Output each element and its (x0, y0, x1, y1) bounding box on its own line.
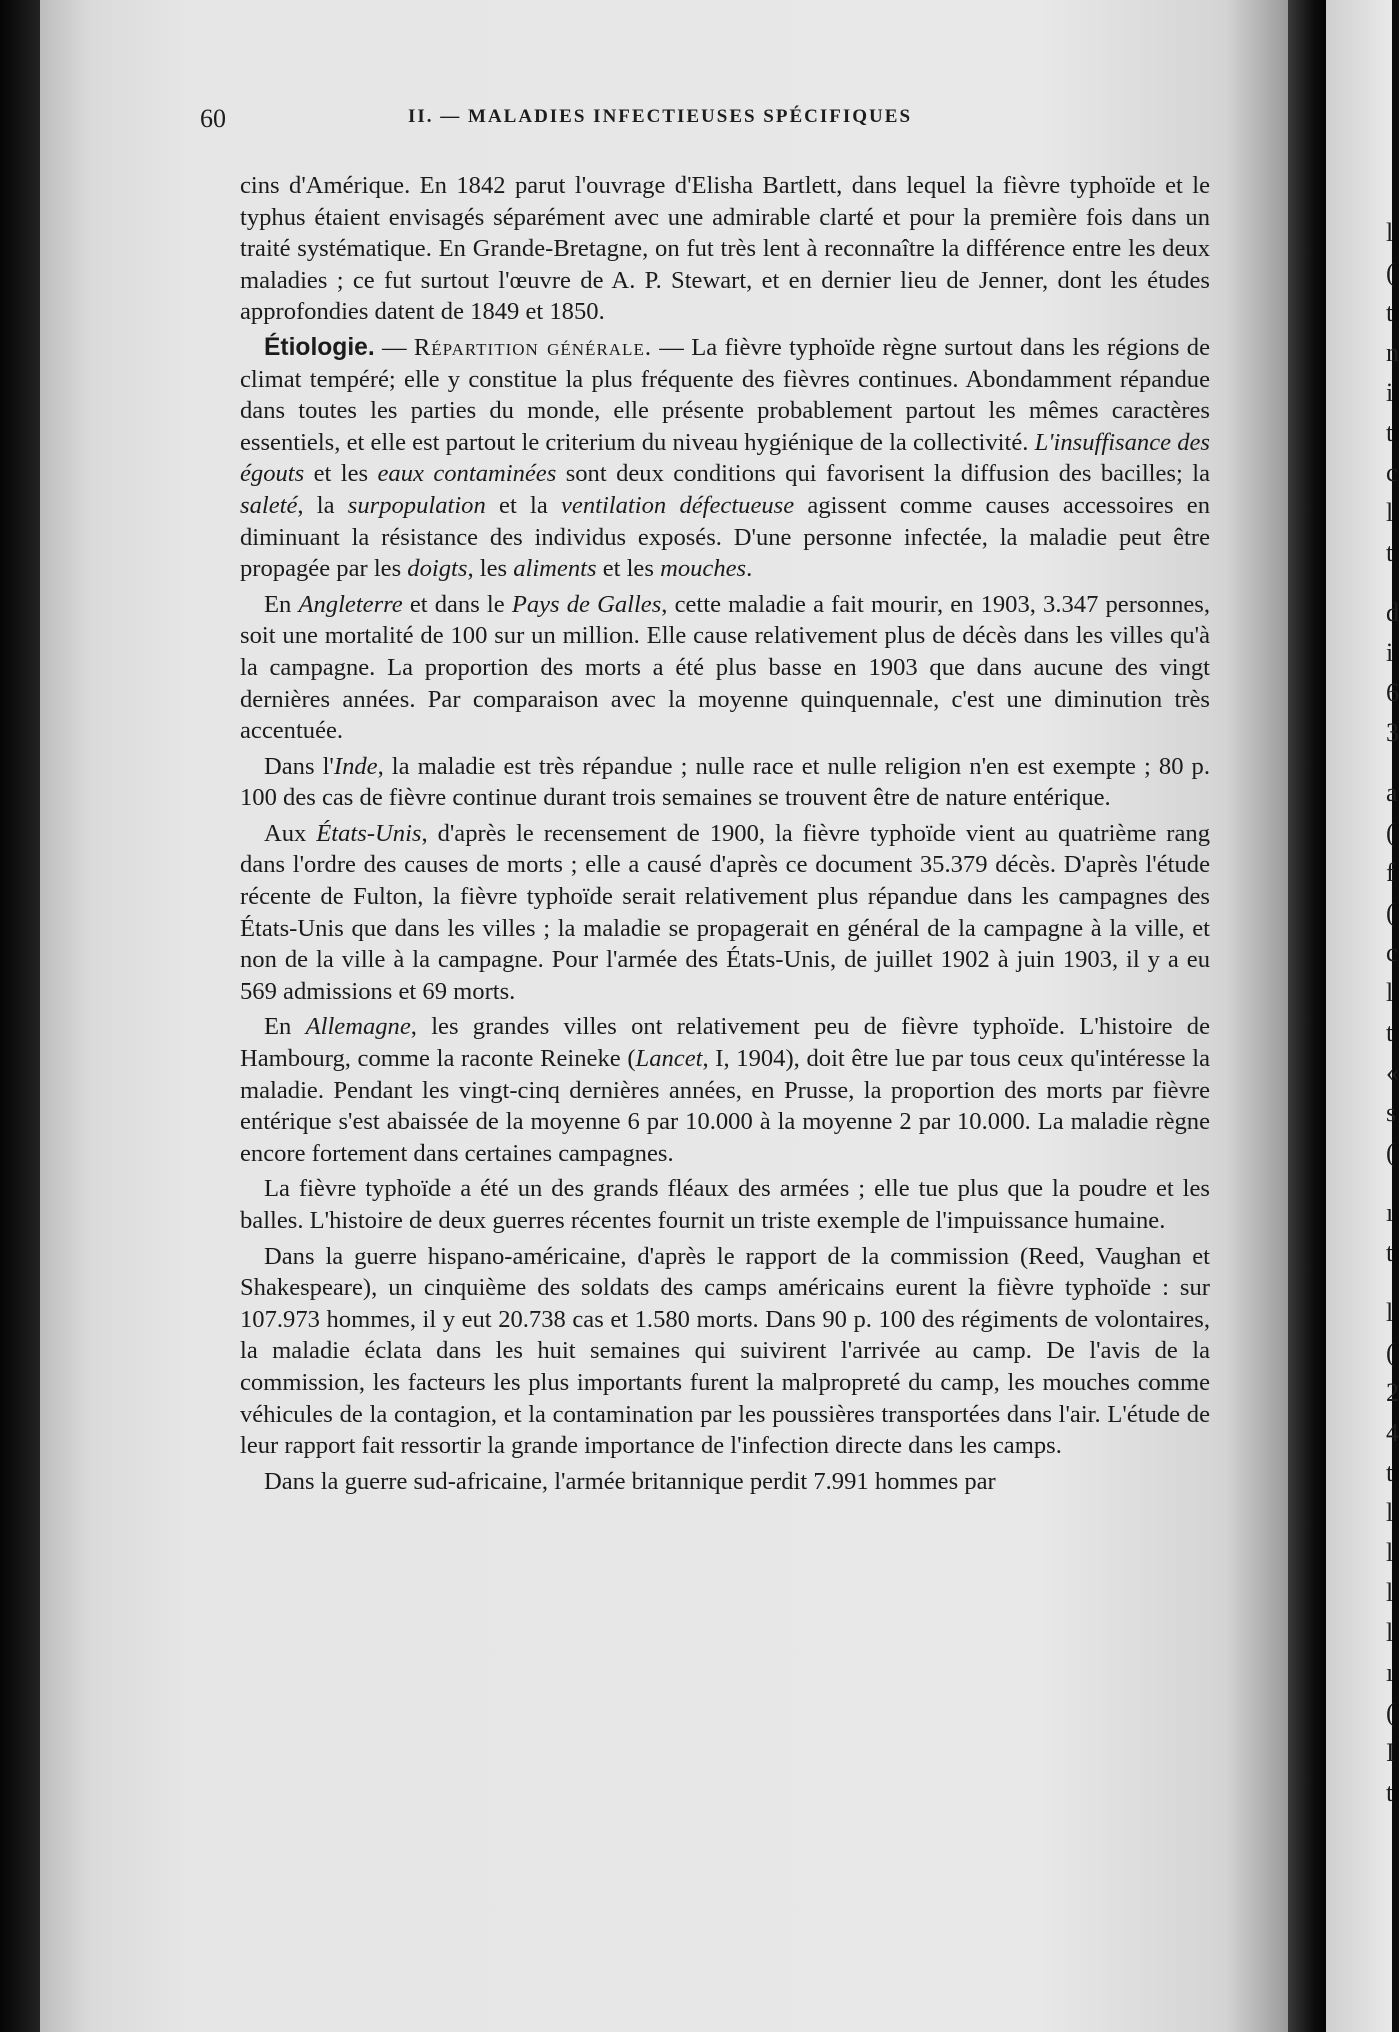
text-run: . (746, 555, 753, 583)
facing-page-fragment: 6 (1386, 678, 1399, 707)
text-run: , d'après le recensement de 1900, la fièvre typhoïde vient au quatrième rang dans l'ordre des causes de morts ; elle a causé d'après ce document 35.379 décès. D'après l'étude récente de Fulton, la fièvre typhoïde serait relativement plus répandue dans les campagnes des États-Unis que dans les villes ; la maladie se propagerait en général de la campagne à la ville, et non de la ville à la campagne. Pour l'armée des États-Unis, de juillet 1902 à juin 1903, il y a eu 569 admissions et 69 morts. (240, 819, 1210, 1005)
text-run: agissent comme causes accessoires en diminuant la résistance des individus exposés. D'une personne infectée, la maladie peut être propagée par les (240, 491, 1210, 583)
facing-page-fragment: t (1386, 418, 1394, 447)
facing-page-edge (1326, 0, 1399, 2032)
italic-term: ventilation défectueuse (561, 491, 795, 519)
italic-term: doigts (407, 555, 468, 583)
facing-page-fragment: d (1386, 598, 1399, 627)
facing-page-fragment: ( (1386, 1698, 1395, 1727)
facing-page-fragment: i (1386, 378, 1394, 407)
facing-page-fragment: I (1386, 1738, 1395, 1767)
facing-page-fragment: l (1386, 1618, 1394, 1647)
facing-page-fragment: ı (1386, 1658, 1394, 1687)
paragraph-inde (240, 751, 1210, 814)
text-run: et la (485, 491, 562, 519)
facing-page-fragment: ( (1386, 818, 1395, 847)
text-run: Dans l' (264, 752, 334, 780)
facing-page-fragment: t (1386, 538, 1394, 567)
facing-page-fragment: ( (1386, 258, 1395, 287)
facing-page-fragment: l (1386, 978, 1394, 1007)
running-head: II. — MALADIES INFECTIEUSES SPÉCIFIQUES (407, 106, 913, 127)
facing-page-fragment: 4 (1386, 1418, 1399, 1447)
text-run: La fièvre typhoïde règne surtout dans les régions de climat tempéré; elle y constitue la plus fréquente des fièvres continues. Abondamment répandue dans toutes les parties du monde, elle présente probablement partout les mêmes caractères essentiels, et elle est partout le criterium du niveau hygiénique de la collectivité. (240, 333, 1210, 456)
italic-term: L'insuffisance des égouts (240, 428, 1210, 488)
facing-page-fragment: l (1386, 498, 1394, 527)
facing-page-fragment: 2 (1386, 1378, 1399, 1407)
italic-term: surpopulation (347, 491, 486, 519)
facing-page-fragment: ( (1386, 898, 1395, 927)
text-run: , les grandes villes ont relativement peu de fièvre typhoïde. L'histoire de Hambourg, comme la raconte Reineke ( (240, 1013, 1211, 1073)
facing-page-fragment: t (1386, 1018, 1394, 1047)
italic-term: saleté (240, 491, 298, 519)
book-gutter (1288, 0, 1326, 2032)
facing-page-fragment: c (1386, 458, 1398, 487)
paragraph: La fièvre typhoïde a été un des grands fléaux des armées ; elle tue plus que la poudre et les balles. L'histoire de deux guerres récentes fournit un triste exemple de l'impuissance humaine. (240, 1175, 1210, 1234)
facing-page-fragment: l (1386, 1498, 1394, 1527)
facing-page-fragment: l (1386, 1578, 1394, 1607)
italic-term: Lancet (635, 1045, 703, 1073)
facing-page-fragment: ( (1386, 1138, 1395, 1167)
paragraph: cins d'Amérique. En 1842 parut l'ouvrage d'Elisha Bartlett, dans lequel la fièvre typhoïde et le typhus étaient envisagés séparément avec une admirable clarté et pour la première fois dans un traité systématique. En Grande-Bretagne, on fut très lent à reconnaître la différence entre les deux maladies ; ce fut surtout l'œuvre de A. P. Stewart, et en dernier lieu de Jenner, dont les études approfondies datent de 1849 et 1850. (240, 172, 1210, 326)
facing-page-fragment: l (1386, 218, 1394, 247)
text-run: , cette maladie a fait mourir, en 1903, 3.347 personnes, soit une mortalité de 100 sur un million. Elle cause relativement plus de décès dans les villes qu'à la campagne. La proportion des morts a été plus basse en 1903 que dans aucune des vingt dernières années. Par comparaison avec la moyenne quinquennale, c'est une diminution très accentuée. (240, 590, 1210, 745)
text-run: et les (596, 555, 661, 583)
italic-term: mouches (660, 555, 747, 583)
paragraph-etiologie: Étiologie. — Répartition générale. — La fièvre typhoïde règne surtout dans les régions de climat tempéré; elle y constitue la plus fréquente des fièvres continues. Abondamment répandue dans toutes les parties du monde, elle présente probablement partout les mêmes caractères essentiels, et elle est partout le criterium du niveau hygiénique de la collectivité. L'insuffisance des égouts et les eaux contaminées sont deux conditions qui favorisent la diffusion des bacilles; la saleté, la surpopulation et la ventilation défectueuse agissent comme causes accessoires en diminuant la résistance des individus exposés. D'une personne infectée, la maladie peut être propagée par les doigts, les aliments et les mouches. (240, 333, 1210, 583)
text-run: , les (467, 555, 514, 583)
paragraph-angleterre (240, 589, 1210, 747)
facing-page-fragment: ı (1386, 1198, 1394, 1227)
page-number: 60 (200, 104, 226, 133)
text-run: En (264, 1013, 306, 1041)
paragraph-etats-unis (240, 818, 1210, 1008)
facing-page-fragment: t (1386, 298, 1394, 327)
facing-page-fragment: 3 (1386, 718, 1399, 747)
facing-page-fragment: i (1386, 638, 1394, 667)
facing-page-fragment: t (1386, 1238, 1394, 1267)
section-title: Étiologie. (264, 333, 375, 361)
paragraph: Dans la guerre sud-africaine, l'armée britannique perdit 7.991 hommes par (264, 1467, 996, 1495)
facing-page-fragment: a (1386, 778, 1398, 807)
facing-page-fragment: t (1386, 1458, 1394, 1487)
facing-page-fragment: l (1386, 1538, 1394, 1567)
text-run: et dans le (402, 590, 512, 618)
subsection-title: Répartition générale. (413, 333, 652, 361)
italic-term: Pays de Galles (511, 590, 662, 618)
text-run: , I, 1904), doit être lue par tous ceux qu'intéresse la maladie. Pendant les vingt-cinq dernières années, en Prusse, la proportion des morts par fièvre entérique s'est abaissée de la moyenne 6 par 10.000 à la moyenne 2 par 10.000. La maladie règne encore fortement dans certaines campagnes. (240, 1045, 1210, 1167)
text-run: , la (297, 491, 348, 519)
facing-page-fragment: s (1386, 1098, 1397, 1127)
facing-page-fragment: l (1386, 1298, 1394, 1327)
facing-page-fragment: ( (1386, 1338, 1395, 1367)
facing-page-fragment: f (1386, 858, 1395, 887)
text-run: Aux (264, 819, 317, 847)
facing-page-fragment: t (1386, 1778, 1394, 1807)
italic-term: eaux contaminées (377, 460, 557, 488)
italic-term: Allemagne (305, 1013, 411, 1041)
facing-page-fragment: c (1386, 938, 1398, 967)
italic-term: États-Unis (316, 819, 422, 847)
paragraph-allemagne (240, 1011, 1210, 1169)
italic-term: Angleterre (298, 590, 403, 618)
facing-page-fragment: n (1386, 338, 1399, 367)
text-run: sont deux conditions qui favorisent la diffusion des bacilles; la (556, 460, 1210, 488)
facing-page-fragment: « (1386, 1058, 1399, 1087)
italic-term: Inde (333, 752, 378, 780)
paragraph: Dans la guerre hispano-américaine, d'après le rapport de la commission (Reed, Vaughan et Shakespeare), un cinquième des soldats des camps américains eurent la fièvre typhoïde : sur 107.973 hommes, il y eut 20.738 cas et 1.580 morts. Dans 90 p. 100 des régiments de volontaires, la maladie éclata dans les huit semaines qui suivirent l'arrivée au camp. De l'avis de la commission, les facteurs les plus importants furent la malpropreté du camp, les mouches comme véhicules de la contagion, et la contamination par les poussières transportées dans l'air. L'étude de leur rapport fait ressortir la grande importance de l'infection directe dans les camps. (240, 1242, 1210, 1460)
text-run: , la maladie est très répandue ; nulle race et nulle religion n'en est exempte ; 80 p. 100 des cas de fièvre continue durant trois semaines se trouvent être de nature entérique. (240, 752, 1210, 812)
text-run: et les (304, 460, 378, 488)
italic-term: aliments (513, 555, 597, 583)
body-text (240, 170, 1210, 1497)
text-run: En (264, 590, 299, 618)
